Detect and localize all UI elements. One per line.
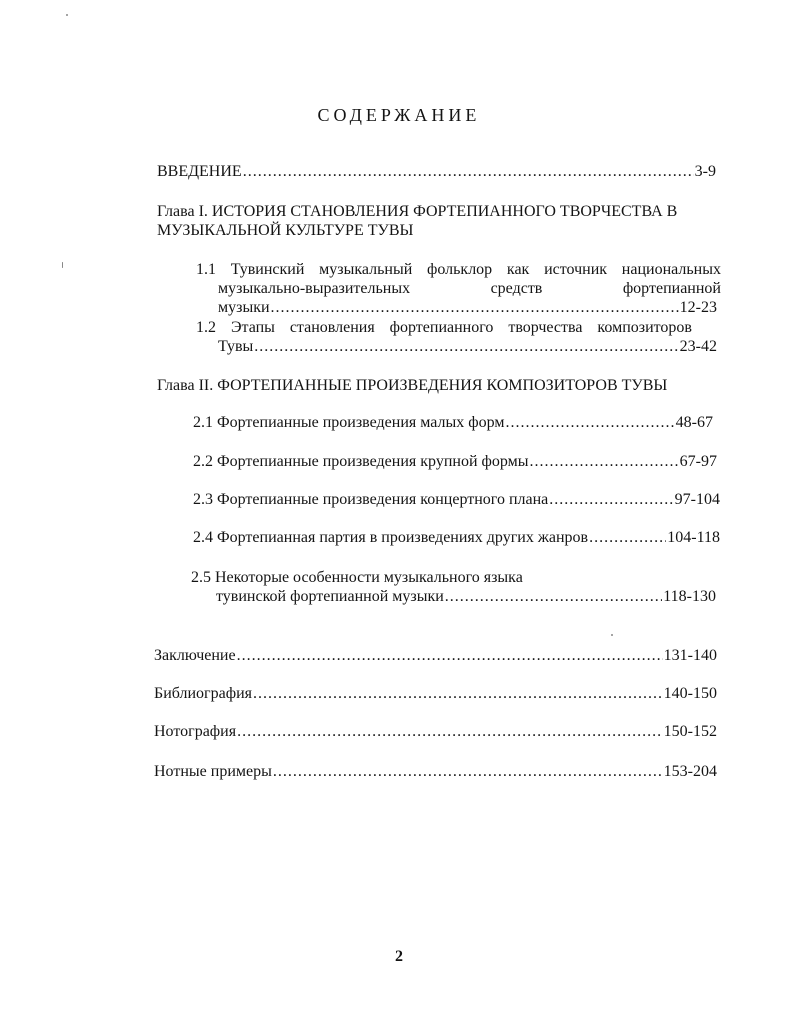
toc-entry-label: Нотные примеры xyxy=(154,763,272,780)
scan-speck xyxy=(66,14,68,16)
leader-dots xyxy=(530,452,679,472)
toc-entry-label: тувинской фортепианной музыки xyxy=(216,588,444,605)
scan-speck xyxy=(62,262,63,268)
word: становления xyxy=(289,319,375,336)
toc-entry-pages: 150-152 xyxy=(663,723,717,740)
toc-entry-2-2[interactable] xyxy=(193,452,717,472)
toc-entry-label: 2.2 Фортепианные произведения крупной формы xyxy=(193,453,529,470)
toc-entry-label: Библиография xyxy=(154,685,252,702)
toc-entry-pages: 67-97 xyxy=(679,453,717,470)
word: средств xyxy=(490,280,543,297)
toc-entry-music-examples[interactable] xyxy=(154,762,717,782)
toc-entry-2-4[interactable] xyxy=(193,528,720,548)
leader-dots xyxy=(243,162,694,182)
toc-entry-label: музыки xyxy=(218,299,270,316)
leader-dots xyxy=(254,337,678,357)
word: фортепианной xyxy=(622,280,721,297)
toc-entry-pages: 118-130 xyxy=(663,588,716,605)
toc-entry-pages: 131-140 xyxy=(663,647,717,664)
toc-entry-pages: 104-118 xyxy=(667,529,720,546)
chapter-1-heading-line-2[interactable]: МУЗЫКАЛЬНОЙ КУЛЬТУРЕ ТУВЫ xyxy=(157,222,414,239)
word: музыкально-выразительных xyxy=(218,280,411,297)
word: творчества xyxy=(508,319,583,336)
section-number: 1.2 xyxy=(196,319,216,336)
word: фольклор xyxy=(426,261,493,278)
word: источник xyxy=(544,261,608,278)
leader-dots xyxy=(589,528,666,548)
toc-entry-1-1-line-1[interactable] xyxy=(196,260,721,280)
toc-entry-2-1[interactable] xyxy=(193,413,713,433)
leader-dots xyxy=(237,722,663,742)
toc-entry-1-2-line-1[interactable] xyxy=(196,318,692,338)
word: национальных xyxy=(621,261,721,278)
leader-dots xyxy=(273,762,663,782)
toc-entry-pages: 153-204 xyxy=(663,763,717,780)
leader-dots xyxy=(445,587,662,607)
toc-entry-label: 2.4 Фортепианная партия в произведениях других жанров xyxy=(193,529,589,546)
page-number: 2 xyxy=(395,948,403,965)
toc-entry-pages: 3-9 xyxy=(694,163,716,180)
toc-entry-notography[interactable] xyxy=(154,722,717,742)
toc-entry-pages: 97-104 xyxy=(674,491,720,508)
word: Этапы xyxy=(230,319,275,336)
word: композиторов xyxy=(597,319,692,336)
toc-entry-1-1-line-2 xyxy=(218,279,721,299)
toc-entry-label: Тувы xyxy=(218,338,254,355)
scan-speck xyxy=(611,634,613,636)
toc-entry-2-5-line-2[interactable] xyxy=(216,587,716,607)
toc-entry-label: 2.3 Фортепианные произведения концертного плана xyxy=(193,491,549,508)
leader-dots xyxy=(506,413,675,433)
word: фортепианного xyxy=(389,319,494,336)
section-number: 1.1 xyxy=(196,261,216,278)
toc-entry-2-3[interactable] xyxy=(193,490,720,510)
toc-entry-label: ВВЕДЕНИЕ xyxy=(157,163,242,180)
chapter-1-heading-line-1[interactable]: Глава I. ИСТОРИЯ СТАНОВЛЕНИЯ ФОРТЕПИАННОГО ТВОРЧЕСТВА В xyxy=(157,203,678,220)
toc-entry-1-2-line-2[interactable] xyxy=(218,337,717,357)
word: музыкальный xyxy=(319,261,413,278)
toc-entry-pages: 23-42 xyxy=(679,338,717,355)
leader-dots xyxy=(271,298,679,318)
toc-entry-pages: 140-150 xyxy=(663,685,717,702)
toc-entry-label: Нотография xyxy=(154,723,237,740)
word: как xyxy=(506,261,530,278)
toc-title: СОДЕРЖАНИЕ xyxy=(317,105,481,125)
toc-entry-conclusion[interactable] xyxy=(154,646,717,666)
toc-entry-label: Заключение xyxy=(154,647,236,664)
toc-entry-1-1-line-3[interactable] xyxy=(218,298,717,318)
toc-entry-intro[interactable] xyxy=(157,162,716,182)
leader-dots xyxy=(237,646,663,666)
toc-entry-pages: 12-23 xyxy=(679,299,717,316)
leader-dots xyxy=(549,490,673,510)
toc-entry-pages: 48-67 xyxy=(675,414,713,431)
word: Тувинский xyxy=(230,261,305,278)
toc-entry-2-5-line-1[interactable]: 2.5 Некоторые особенности музыкального языка xyxy=(191,569,523,586)
toc-entry-bibliography[interactable] xyxy=(154,684,717,704)
chapter-2-heading[interactable]: Глава II. ФОРТЕПИАННЫЕ ПРОИЗВЕДЕНИЯ КОМПОЗИТОРОВ ТУВЫ xyxy=(157,377,668,394)
toc-entry-label: 2.1 Фортепианные произведения малых форм xyxy=(193,414,505,431)
leader-dots xyxy=(253,684,663,704)
